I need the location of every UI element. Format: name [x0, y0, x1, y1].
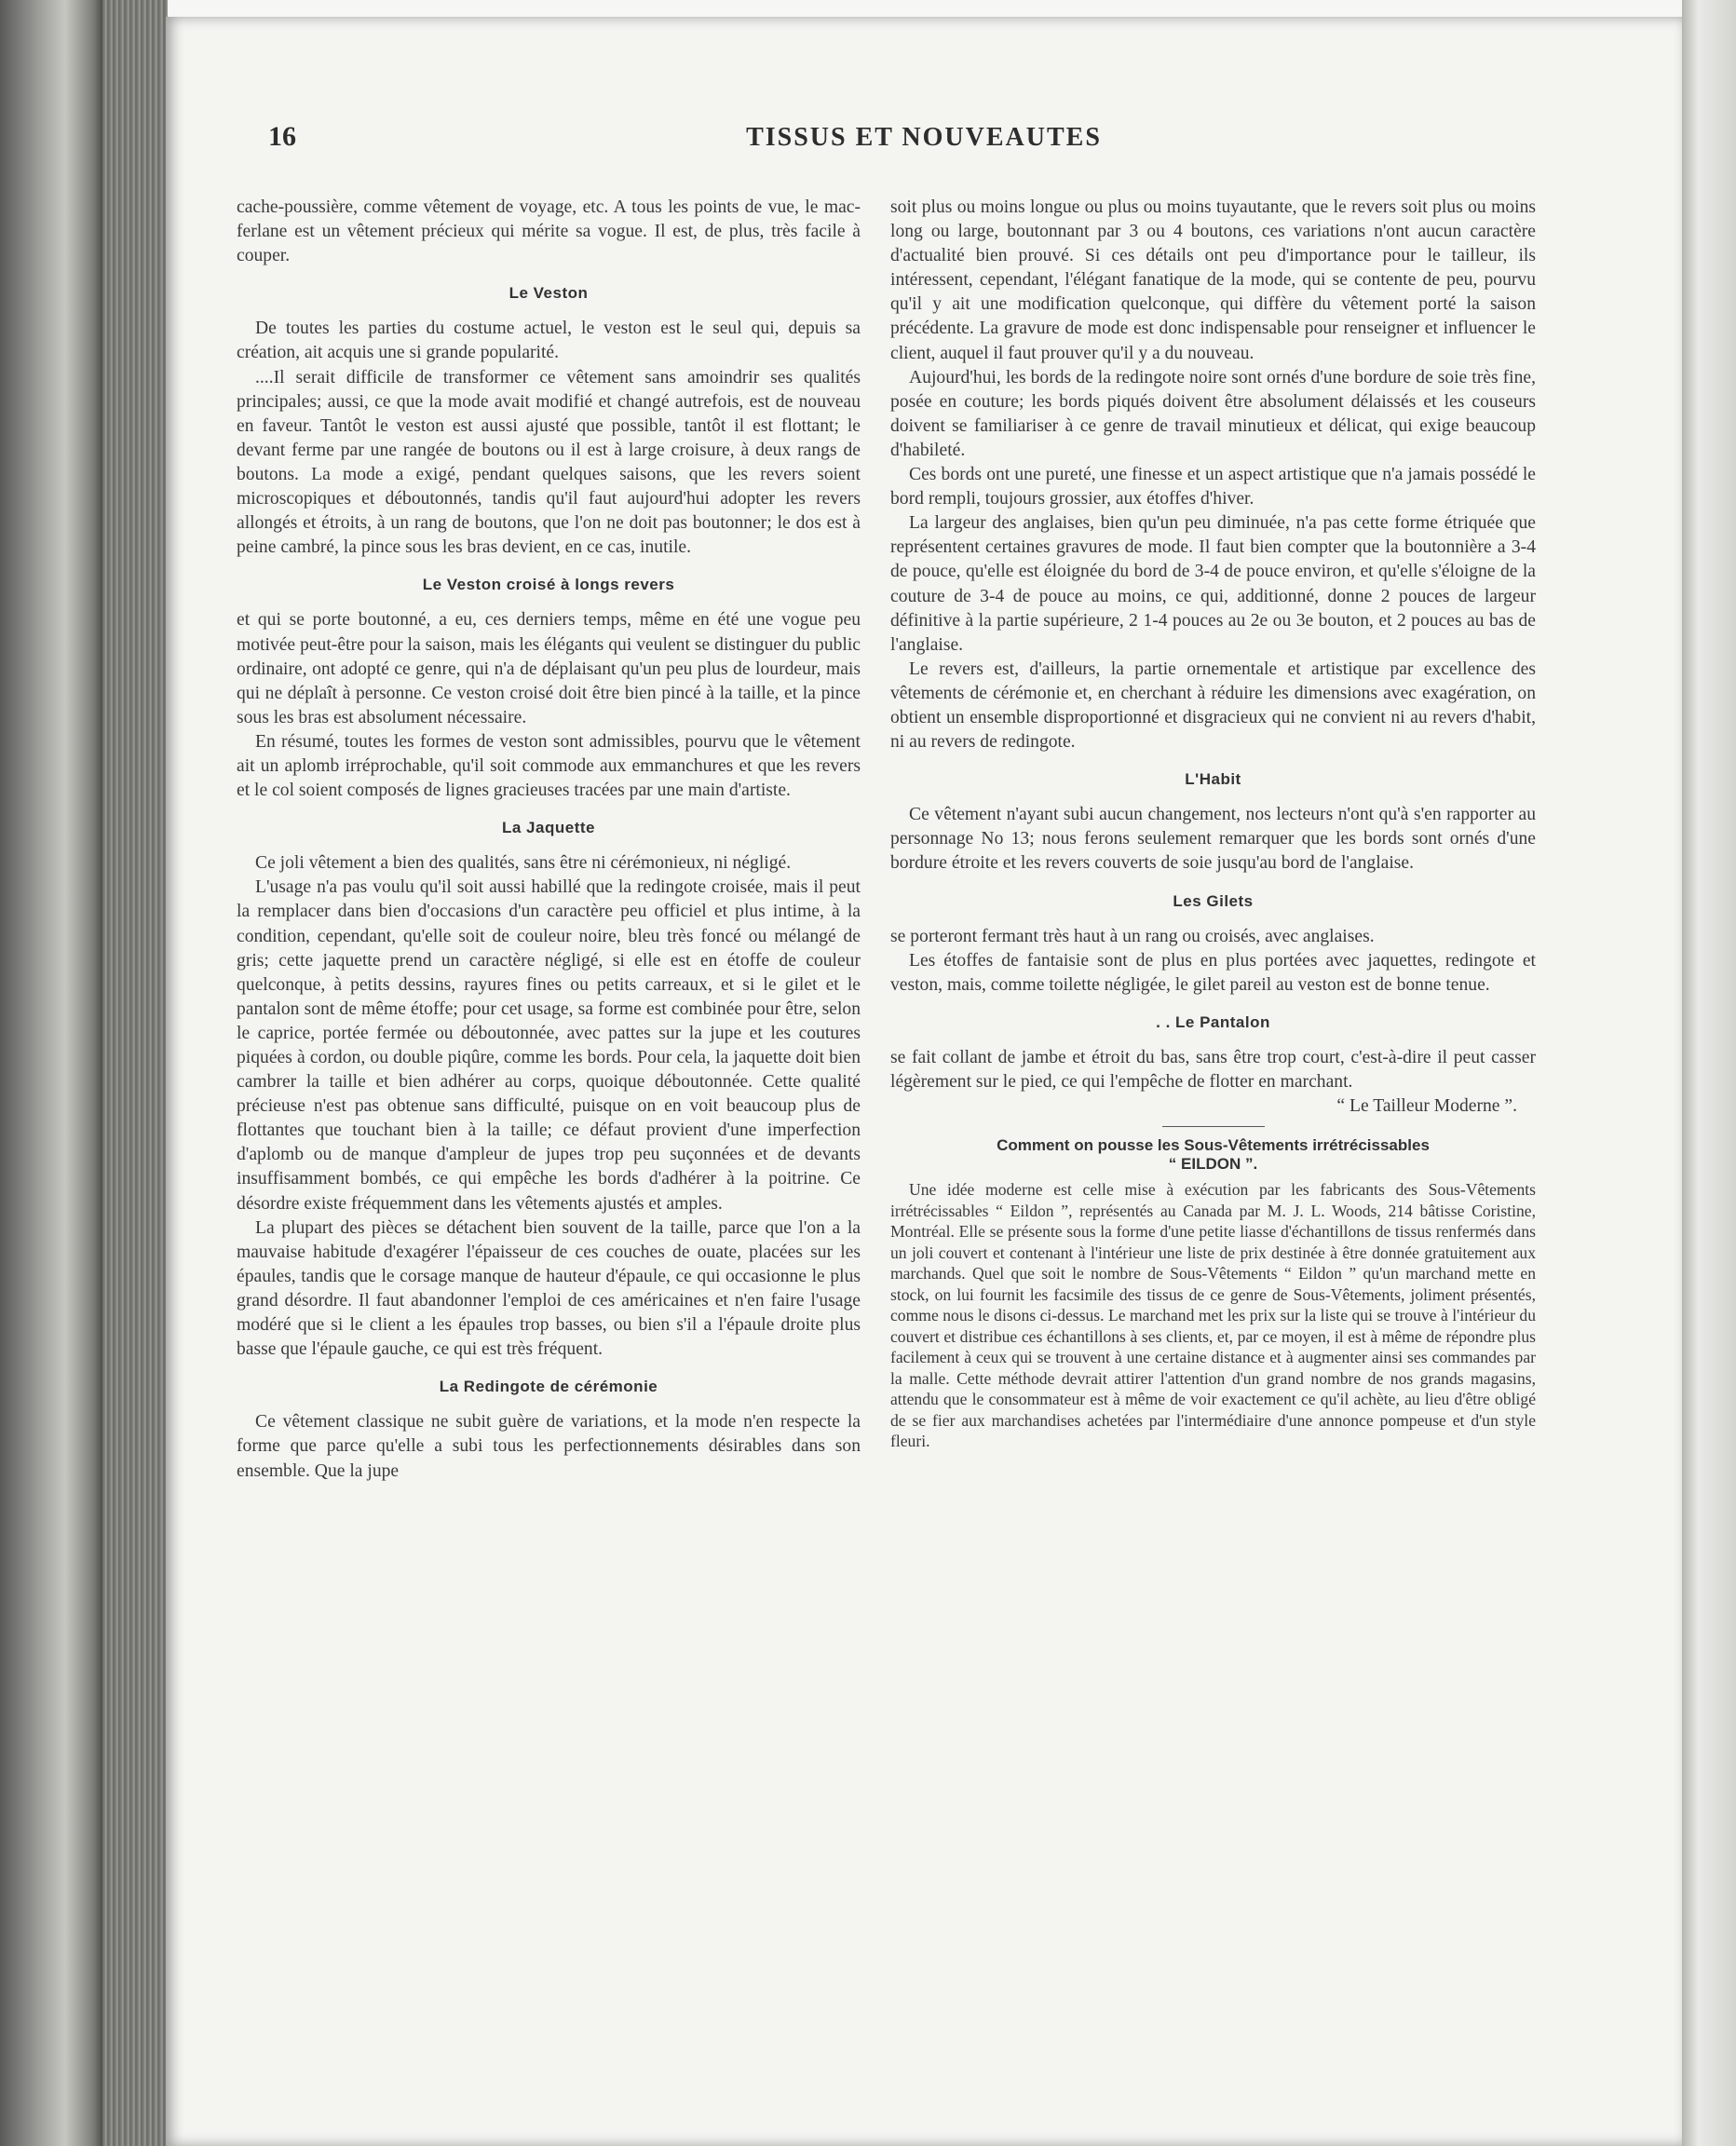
paragraph: Aujourd'hui, les bords de la redingote noire sont ornés d'une bordure de soie très fine, posée en couture; les bords piqués doivent être absolument délaissés et les couseurs doivent se familiariser à ce genre de travail minutieux et délicat, qui exige beaucoup d'habileté. [890, 367, 1536, 460]
paragraph: La plupart des pièces se détachent bien souvent de la taille, parce que l'on a la mauvaise habitude d'exagérer l'épaisseur de ces couches de ouate, placées sur les épaules, tandis que le corsage manque de hauteur d'épaule, ce qui occasionne le plus grand désordre. Il faut abandonner l'emploi de ces américaines et n'en faire l'usage modéré que si le client a les épaules trop basses, ou bien s'il a l'épaule droite plus basse que l'épaule gauche, ce qui est très fréquent. [237, 1217, 861, 1360]
paragraph: Ce joli vêtement a bien des qualités, sans être ni cérémonieux, ni négligé. [255, 853, 792, 874]
paragraph: et qui se porte boutonné, a eu, ces derniers temps, même en été une vogue peu motivée peut-être pour la saison, mais les élégants qui veulent se distinguer du public ordinaire, ont adopté ce genre, qui n'a de déplaisant qu'un peu plus de lourdeur, mais qui ne déplaît à personne. Ce veston croisé doit être bien pincé à la taille, et la pince sous les bras est absolument nécessaire. [237, 610, 861, 727]
paragraph: cache-poussière, comme vêtement de voyage, etc. A tous les points de vue, le mac-ferlane est un vêtement précieux qui mérite sa vogue. Il est, de plus, très facile à couper. [237, 197, 861, 266]
article-heading-line: “ EILDON ”. [1168, 1155, 1258, 1174]
book-binding-edge [0, 0, 102, 2146]
section-divider [1162, 1126, 1265, 1127]
right-column [890, 196, 1536, 1452]
paragraph: Le revers est, d'ailleurs, la partie ornementale et artistique par excellence des vêtements de cérémonie et, en cherchant à réduire les dimensions avec exagération, on obtient un ensemble disproportionné et disgracieux qui ne convient ni au revers d'habit, ni au revers de redingote. [890, 659, 1536, 753]
section-heading: Le Veston croisé à longs revers [422, 576, 675, 594]
paragraph: De toutes les parties du costume actuel, le veston est le seul qui, depuis sa création, ait acquis une si grande popularité. [237, 319, 861, 363]
paragraph: se fait collant de jambe et étroit du bas, sans être trop court, c'est-à-dire il peut casser légèrement sur le pied, ce qui l'empêche de flotter en marchant. [890, 1048, 1536, 1093]
paragraph: Ce vêtement n'ayant subi aucun changement, nos lecteurs n'ont qu'à s'en rapporter au personnage No 13; nous ferons seulement remarquer que les bords sont ornés d'une bordure étroite et les revers couverts de soie jusqu'au bord de l'anglaise. [890, 805, 1536, 874]
section-heading: Le Veston [509, 284, 589, 303]
article-heading-line: Comment on pousse les Sous-Vêtements irrétrécissables [997, 1136, 1430, 1155]
page-stack-edge [102, 0, 168, 2146]
section-heading: Les Gilets [1173, 891, 1254, 910]
paragraph: Les étoffes de fantaisie sont de plus en plus portées avec jaquettes, redingote et veston, mais, comme toilette négligée, le gilet pareil au veston est de bonne tenue. [890, 950, 1536, 995]
article-heading [890, 1136, 1536, 1174]
scan-margin-top [0, 0, 1736, 17]
section-heading: L'Habit [1185, 770, 1241, 789]
paragraph: se porteront fermant très haut à un rang ou croisés, avec anglaises. [890, 926, 1375, 946]
paragraph: Ce vêtement classique ne subit guère de variations, et la mode n'en respecte la forme que parce qu'elle a subi tous les perfectionnements désirables dans son ensemble. Que la jupe [237, 1412, 861, 1481]
magazine-page [166, 17, 1682, 2146]
paragraph: L'usage n'a pas voulu qu'il soit aussi habillé que la redingote croisée, mais il peut la remplacer dans bien d'occasions d'un caractère peu officiel et plus intime, à la condition, cependant, qu'elle soit de couleur noire, bleu très foncé ou mélangé de gris; cette jaquette prend un caractère négligé, si elle est en étoffe de couleur quelconque, à petits dessins, rayures fines ou petits carreaux, et si le gilet et le pantalon sont de même étoffe; pour cet usage, sa forme est combinée pour être, selon le caprice, portée fermée ou déboutonnée, avec pattes sur la jupe et les coutures piquées à cordon, ou double piqûre, comme les bords. Pour cela, la jaquette doit bien cambrer la taille et bien adhérer au corps, quoique déboutonnée. Cette qualité précieuse n'est pas obtenue sans difficulté, puisque on en voit beaucoup plus de flottantes que touchant bien à la taille; ce défaut provient d'une imperfection d'aplomb ou de manque d'ampleur de jupes trop peu suçonnées et de devants insuffisamment bombés, ce qui empêche les bords d'adhérer à la poitrine. Ce désordre existe fréquemment dans les vêtements ajustés et amples. [237, 877, 861, 1214]
page-number: 16 [268, 121, 296, 152]
section-heading: La Jaquette [502, 819, 595, 837]
paragraph: Une idée moderne est celle mise à exécution par les fabricants des Sous-Vêtements irrétrécissables “ Eildon ”, représentés au Canada par M. J. L. Woods, 214 bâtisse Coristine, Montréal. Elle se présente sous la forme d'une petite liasse d'échantillons de tissus renfermés dans un joli couvert et contenant à l'intérieur une liste de prix destinée à être donnée gratuitement aux marchands. Quel que soit le nombre de Sous-Vêtements “ Eildon ” qu'un marchand mette en stock, on lui fournit les facsimile des tissus de ce genre de Sous-Vêtements, joliment présentés, comme nous le disons ci-dessus. Le marchand met les prix sur la liste qui se trouve à l'intérieur du couvert et distribue ces échantillons à ses clients, et, par ce moyen, il est à même de répondre plus facilement à ceux qui se trouvent à une certaine distance et à augmenter ainsi ses commandes par la malle. Cette méthode devrait attirer l'attention d'un grand nombre de nos grands magasins, attendu que le consommateur est à même de voir exactement ce qu'il achète, au lieu d'être obligé de se fier aux marchandises achetées par l'intermédiaire d'une annonce pompeuse et d'un style fleuri. [890, 1180, 1536, 1451]
left-column [237, 196, 861, 1484]
scan-margin-right [1682, 0, 1736, 2146]
paragraph: En résumé, toutes les formes de veston sont admissibles, pourvu que le vêtement ait un aplomb irréprochable, qu'il soit commode aux emmanchures et que les revers et le col soient composés de lignes gracieuses tracées par une main d'artiste. [237, 731, 861, 801]
paragraph: La largeur des anglaises, bien qu'un peu diminuée, n'a pas cette forme étriquée que représentent certaines gravures de mode. Il faut bien compter que la boutonnière a 3-4 de pouce, qu'elle est éloignée du bord de 3-4 de pouce environ, et qu'elle s'éloigne de la couture de 3-4 de pouce au moins, ce qui, additionné, donne 2 pouces de largeur définitive à la partie supérieure, 2 1-4 pouces au 2e ou 3e bouton, et 2 pouces au bas de l'anglaise. [890, 513, 1536, 655]
section-heading: La Redingote de cérémonie [439, 1378, 658, 1396]
running-title: TISSUS ET NOUVEAUTES [746, 123, 1102, 152]
paragraph: soit plus ou moins longue ou plus ou moins tuyautante, que le revers soit plus ou moins long ou large, boutonnant par 3 ou 4 boutons, ces variations n'ont aucun caractère d'actualité bien prouvé. Si ces détails ont peu d'importance pour le tailleur, ils intéressent, cependant, l'élégant fanatique de la mode, qui se contente de peu, pourvu qu'il y ait une modification quelconque, qui diffère du vêtement porté la saison précédente. La gravure de mode est donc indispensable pour renseigner et influencer le client, auquel il faut prouver qu'il y a du nouveau. [890, 197, 1536, 363]
paragraph: ....Il serait difficile de transformer ce vêtement sans amoindrir ses qualités principales; aussi, ce que la mode avait modifié et changé autrefois, est de nouveau en faveur. Tantôt le veston est aussi ajusté que possible, tantôt il est flottant; le devant ferme par une rangée de boutons ou il est à large croisure, à deux rangs de boutons. La mode a exigé, pendant quelques saisons, que les revers soient microscopiques et déboutonnés, tandis qu'il faut aujourd'hui adopter les revers allongés et étroits, à un rang de boutons, que l'on ne doit pas boutonner; le dos est à peine cambré, la pince sous les bras devient, en ce cas, inutile. [237, 367, 861, 558]
paragraph: Ces bords ont une pureté, une finesse et un aspect artistique que n'a jamais possédé le bord rempli, toujours grossier, aux étoffes d'hiver. [890, 465, 1536, 509]
source-attribution: “ Le Tailleur Moderne ”. [1336, 1096, 1517, 1117]
section-heading: . . Le Pantalon [1156, 1012, 1270, 1031]
